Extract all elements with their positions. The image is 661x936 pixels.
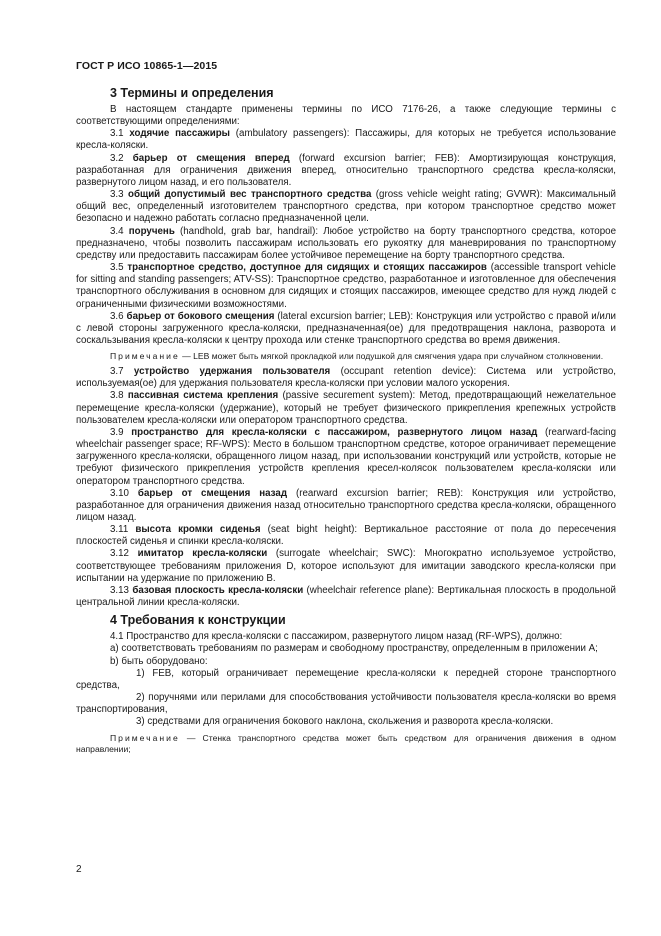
term-name: высота кромки сиденья (135, 524, 261, 536)
section-3-heading: 3 Термины и определения (110, 86, 274, 100)
term-number: 3.4 (110, 225, 124, 237)
term-definition (76, 427, 616, 488)
term-number: 3.12 (110, 548, 129, 560)
document-body (76, 86, 616, 759)
term-number: 3.10 (110, 487, 129, 499)
term-number: 3.1 (110, 128, 124, 140)
term-definition (76, 226, 616, 262)
document-code-header: ГОСТ Р ИСО 10865-1—2015 (76, 60, 218, 72)
section-4-1: 4.1 Пространство для кресла-коляски с пассажиром, развернутого лицом назад (RF-WPS), должно: (110, 631, 563, 643)
term-name: общий допустимый вес транспортного средства (127, 189, 372, 201)
term-def: (ambulatory passengers): Пассажиры, для которых не требуется использование кресла-коляски. (76, 128, 616, 152)
term-name: транспортное средство, доступное для сидящих и стоящих пассажиров (127, 262, 487, 274)
term-def: (rearward-facing wheelchair passenger space; RF-WPS): Место в большом транспортном средстве, которое ограничивает перемещение загруженного кресла-коляски, обращенного лицом назад, при использовании конструкций или устройств, которые не требуют физического прикрепления устройств крепления кресел-колясок пользователем кресла-коляски или оператором транспортного средства. (76, 426, 617, 487)
term-def: (surrogate wheelchair; SWC): Многократно используемое устройство, соответствующее требованиям приложения D, которое используют для имитации заводского кресла-коляски при испытании на удержание по приложению B. (76, 548, 616, 584)
term-def: (seat bight height): Вертикальное расстояние от пола до пересечения плоскостей сиденья и спинки кресла-коляски. (76, 524, 616, 548)
term-definition (76, 366, 616, 390)
term-def: (gross vehicle weight rating; GVWR): Максимальный общий вес, определенный изготовителем транспортного средства, при котором транспортное средство может безопасно и надежно работать согласно предназначенной цели. (76, 189, 616, 225)
term-name: устройство удержания пользователя (133, 366, 331, 378)
term-number: 3.11 (110, 524, 129, 536)
term-definition (76, 524, 616, 548)
term-definition (76, 585, 616, 609)
term-def: (wheelchair reference plane): Вертикальная плоскость в продольной центральной линии кресла-коляски. (76, 584, 616, 609)
term-name: барьер от смещения назад (137, 487, 288, 499)
item-b3: 3) средствами для ограничения бокового наклона, скольжения и разворота кресла-коляски. (136, 716, 554, 728)
term-definition (76, 153, 616, 189)
term-name: барьер от смещения вперед (132, 152, 290, 164)
term-number: 3.2 (110, 152, 124, 164)
note-text: — LEB может быть мягкой прокладкой или подушкой для смягчения удара при случайном столкновении. (179, 351, 604, 362)
item-b: b) быть оборудовано: (110, 655, 208, 667)
term-def: (lateral excursion barrier; LEB): Конструкция или устройство с правой и/или с левой стороны загруженного кресла-коляски, предназначенная(ое) для предотвращения наклона, разворота и соскальзывания кресла-коляски к центру прохода или стенке транспортного средства во время движения. (76, 310, 617, 346)
term-number: 3.9 (110, 426, 124, 438)
term-definition (76, 311, 616, 347)
term-name: базовая плоскость кресла-коляски (132, 584, 304, 596)
section-3-intro: В настоящем стандарте применены термины по ИСО 7176-26, а также следующие термины с соответствующими определениями: (76, 104, 616, 128)
item-a: а) соответствовать требованиям по размерам и свободному пространству, определенным в приложении А; (110, 643, 598, 655)
term-number: 3.8 (110, 390, 124, 402)
term-number: 3.7 (110, 366, 124, 378)
term-number: 3.13 (110, 584, 129, 596)
term-def: (passive securement system): Метод, предотвращающий нежелательное перемещение кресла-коляски (удержание), который не требует физического прикрепления крепежных устройств пользователем кресла-коляски или оператором транспортного средства. (76, 390, 616, 426)
item-b1: 1) FEB, который ограничивает перемещение кресла-коляски к передней стороне транспортного средства, (76, 667, 616, 691)
note-2 (76, 733, 616, 755)
term-number: 3.5 (110, 262, 124, 274)
note-text: — Стенка транспортного средства может быть средством для ограничения движения в одном направлении; (76, 732, 616, 754)
term-def: (forward excursion barrier; FEB): Амортизирующая конструкция, разработанная для ограничения движения вперед, относительно транспортного средства кресла-коляски, развернутого лицом назад, и его пользователя. (76, 152, 616, 188)
term-name: имитатор кресла-коляски (137, 548, 268, 560)
note-label: Примечание (110, 732, 180, 743)
term-number: 3.3 (110, 189, 124, 201)
note-label: Примечание (110, 351, 180, 362)
term-def: (occupant retention device): Система или устройство, используемая(ое) для удержания пользователя кресла-коляски при условии малого ускорения. (76, 366, 616, 390)
term-definition (76, 548, 616, 584)
term-definition (76, 189, 616, 225)
term-name: поручень (128, 225, 175, 237)
term-def: (handhold, grab bar, handrail): Любое устройство на борту транспортного средства, которое предназначено, чтобы позволить пассажирам использовать его рукоятку для маневрирования по транспортному средству или предоставить пассажирам более устойчивое перемещение на борту транспортного средства. (76, 225, 616, 261)
term-name: ходячие пассажиры (129, 128, 230, 140)
term-definition (76, 262, 616, 311)
term-def: (accessible transport vehicle for sitting and standing passengers; ATV-SS): Транспортное средство, разработанное и изготовленное для обеспечения транспортного обслуживания в основном для сидящих и стоящих пассажиров, имеющее средство для нужд людей с ограниченными физическими возможностями. (76, 262, 616, 310)
terms-list-1 (76, 128, 616, 347)
item-b2: 2) поручнями или перилами для способствования устойчивости пользователя кресла-коляски во время транспортирования, (76, 692, 616, 716)
term-definition (76, 488, 616, 524)
note-1 (76, 351, 616, 362)
section-4-heading: 4 Требования к конструкции (110, 613, 286, 628)
term-number: 3.6 (110, 310, 124, 322)
term-name: пассивная система крепления (127, 390, 279, 402)
terms-list-2 (76, 366, 616, 609)
term-definition (76, 390, 616, 426)
term-name: пространство для кресла-коляски с пассажиром, развернутого лицом назад (131, 426, 538, 438)
term-definition (76, 128, 616, 152)
term-name: барьер от бокового смещения (126, 310, 275, 322)
term-def: (rearward excursion barrier; REB): Конструкция или устройство, разработанное для ограничения движения назад относительно транспортного средства кресла-коляски, обращенного лицом назад. (76, 487, 616, 523)
page-number: 2 (76, 864, 82, 875)
